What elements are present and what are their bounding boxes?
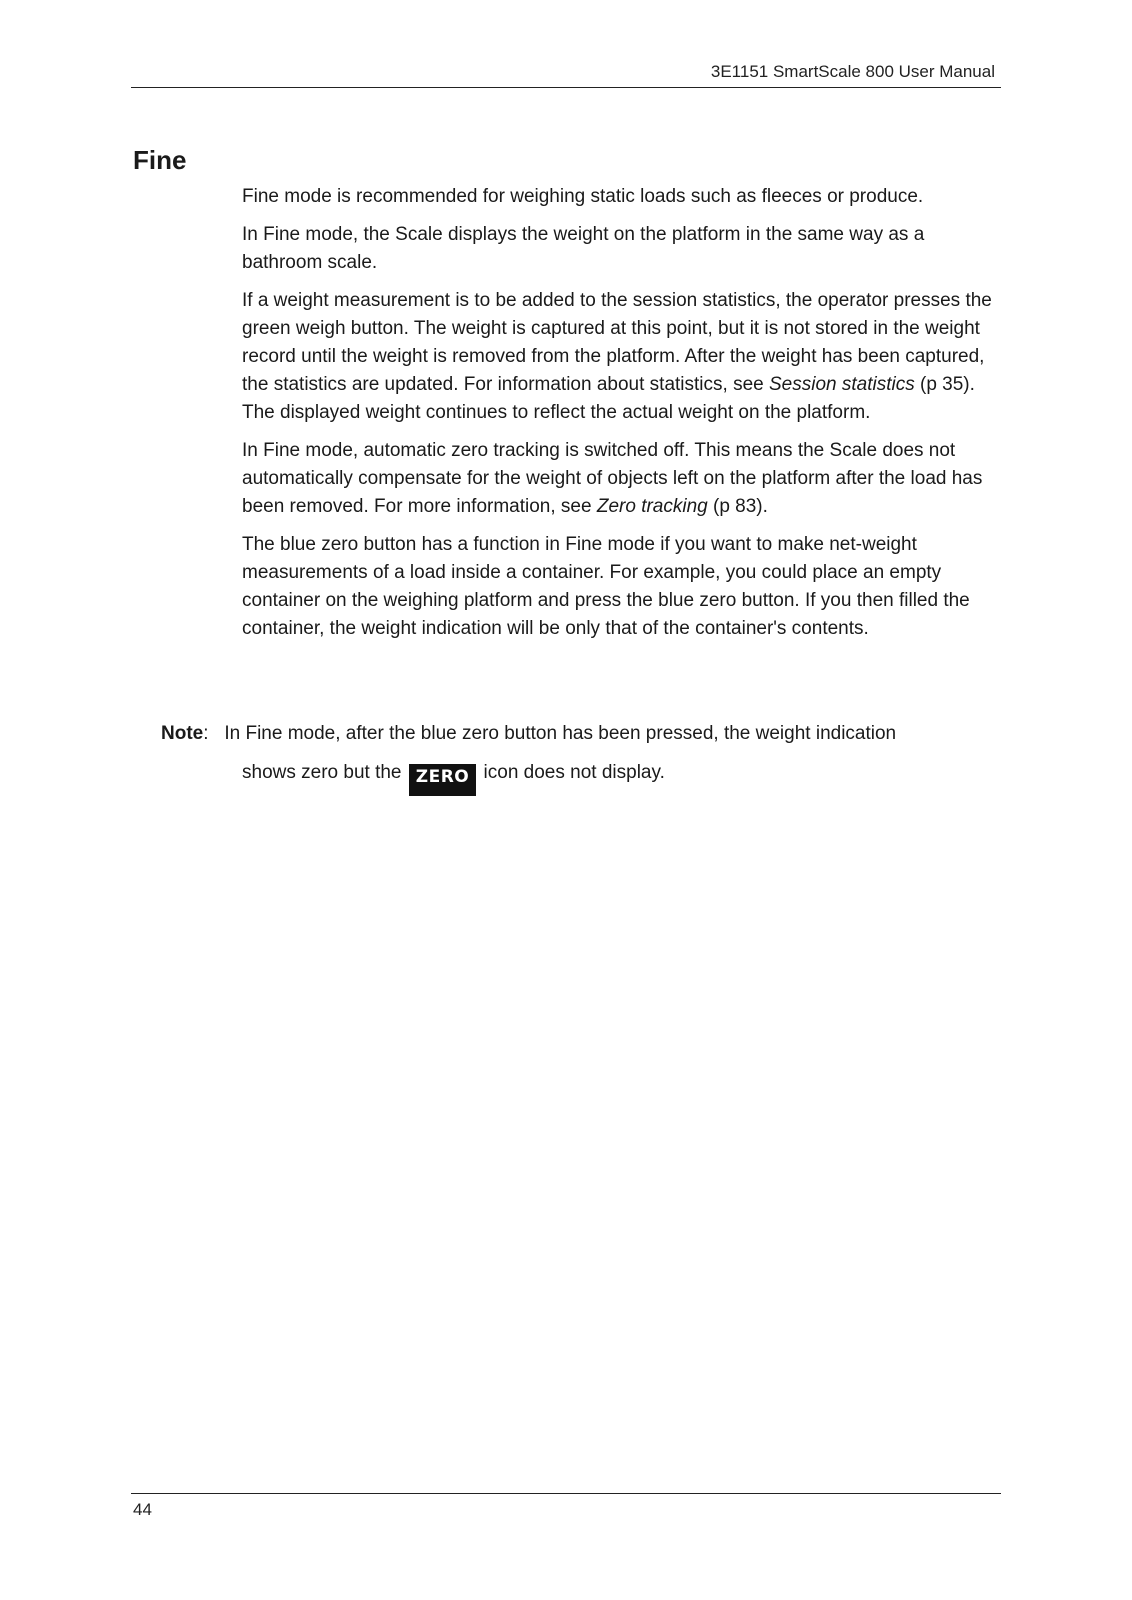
paragraph-session-statistics (242, 287, 1000, 427)
note-line-2 (242, 758, 1006, 796)
paragraph-blue-zero-button: The blue zero button has a function in Fine mode if you want to make net-weight measurements of a load inside a container. For example, you could place an empty container on the weighing platform and press the blue zero button. If you then filled the container, the weight indication will be only that of the container's contents. (242, 534, 970, 639)
note-line-1 (161, 720, 1006, 748)
page-footer (131, 1493, 1001, 1519)
paragraph-text: (p 35). The displayed weight continues to reflect the actual weight on the platform. (242, 374, 975, 423)
note-colon: : (203, 723, 209, 744)
section-body (242, 183, 1000, 653)
page-number: 44 (133, 1500, 152, 1519)
note-label: Note (161, 723, 204, 744)
paragraph-text: In Fine mode, automatic zero tracking is switched off. This means the Scale does not automatically compensate for the weight of objects left on the platform after the load has been removed. For more information, see (242, 440, 983, 517)
note-block (161, 720, 1006, 796)
section-title: Fine (133, 145, 187, 175)
paragraph-text: (p 83). (707, 496, 768, 517)
note-text: icon does not display. (478, 762, 665, 783)
paragraph-text: If a weight measurement is to be added to the session statistics, the operator presses the green weigh button. The weight is captured at this point, but it is not stored in the weight record until the weight is removed from the platform. After the weight has been captured, the statistics are updated. For information about statistics, see (242, 290, 992, 395)
zero-icon: ZERO (409, 764, 476, 796)
note-text: In Fine mode, after the blue zero button has been pressed, the weight indication (224, 723, 897, 744)
paragraph-fine-mode-intro: Fine mode is recommended for weighing static loads such as fleeces or produce. (242, 186, 924, 207)
zero-tracking-link[interactable]: Zero tracking (596, 496, 708, 517)
paragraph-bathroom-scale: In Fine mode, the Scale displays the weight on the platform in the same way as a bathroom scale. (242, 224, 925, 273)
manual-title: 3E1151 SmartScale 800 User Manual (710, 62, 995, 81)
page-header (131, 58, 1001, 88)
session-statistics-link[interactable]: Session statistics (768, 374, 915, 395)
note-text: shows zero but the (242, 762, 407, 783)
paragraph-zero-tracking (242, 437, 1000, 521)
